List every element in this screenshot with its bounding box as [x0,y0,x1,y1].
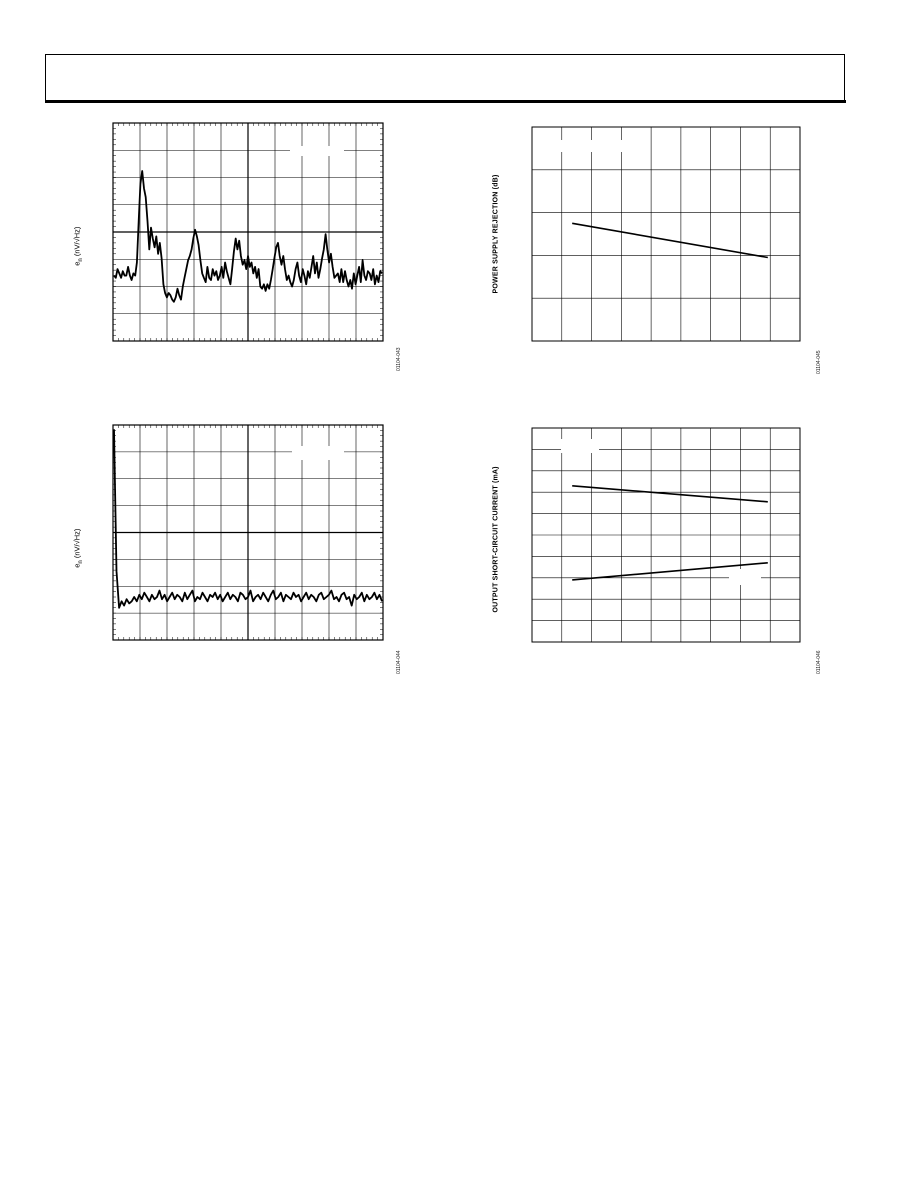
noise-1-y-axis-label: $e_n$ (nV/√Hz) [72,226,84,266]
page-header-rule [45,100,846,103]
legend-box [561,439,599,453]
page-header-box [45,54,845,102]
series-line-1 [572,223,768,257]
legend-box [729,569,761,585]
noise-density-chart-1 [112,122,384,342]
oscc-y-axis-label: OUTPUT SHORT-CIRCUIT CURRENT (mA) [492,466,500,613]
noise-density-chart-2 [112,424,384,641]
legend-box [557,140,625,152]
output-short-circuit-current-chart [531,427,801,643]
oscc-figure-code: 01104-046 [816,650,822,674]
noise-2-y-axis-label: $e_n$ (nV/√Hz) [72,528,84,568]
legend-box [292,446,344,460]
plot-frame [532,127,800,341]
power-supply-rejection-chart [531,126,801,342]
series-line-1 [572,486,768,502]
noise-1-figure-code: 01104-043 [396,347,402,371]
legend-box [290,146,344,156]
psr-y-axis-label: POWER SUPPLY REJECTION (dB) [492,174,500,294]
noise-2-figure-code: 01104-044 [396,650,402,674]
psr-figure-code: 01104-045 [816,350,822,374]
